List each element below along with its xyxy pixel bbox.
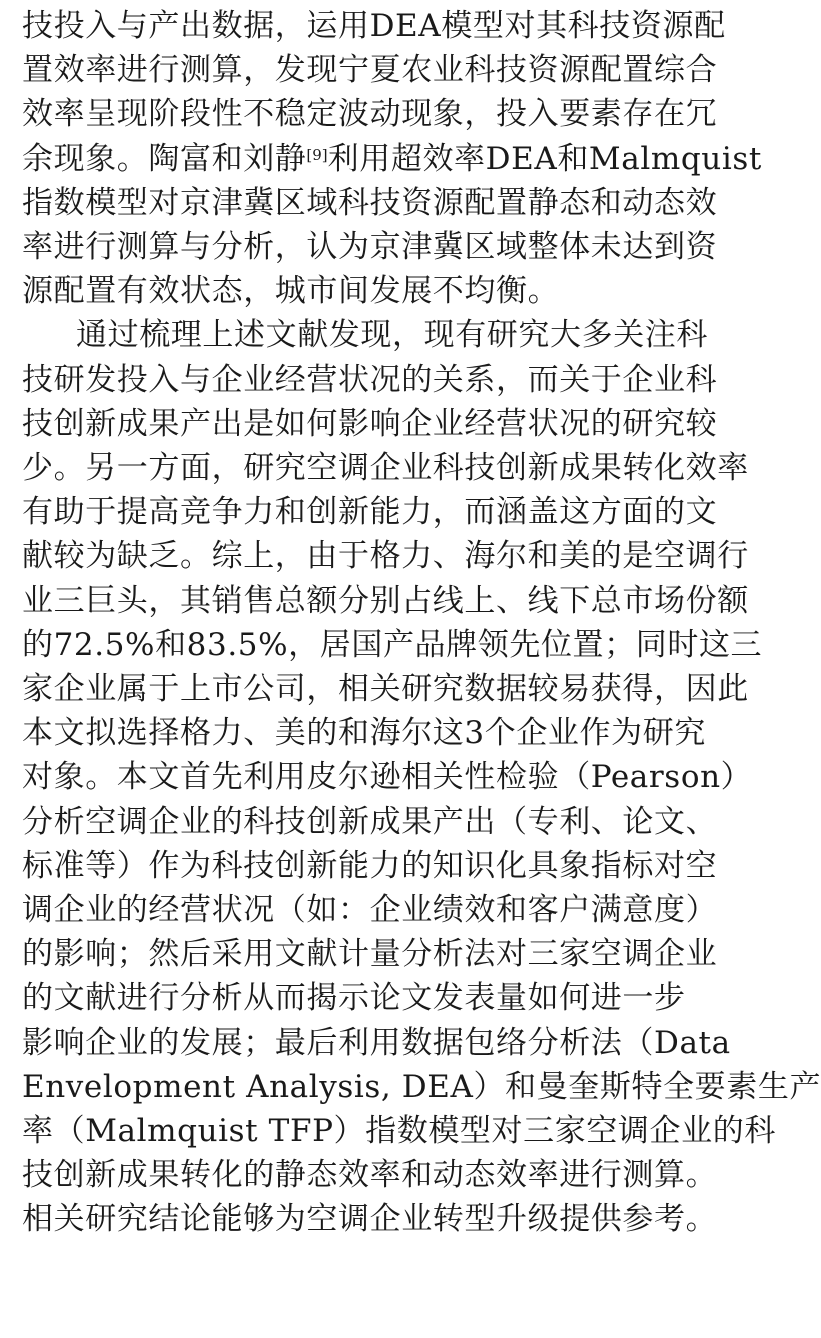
text-line: 少。另一方面，研究空调企业科技创新成果转化效率: [22, 450, 749, 486]
text-line: 技创新成果产出是如何影响企业经营状况的研究较: [22, 405, 718, 442]
text-line: 技创新成果转化的静态效率和动态效率进行测算。: [22, 1157, 718, 1194]
text-line: 的文献进行分析从而揭示论文发表量如何进一步: [22, 980, 686, 1017]
text-segment: 余现象。陶富和刘静: [22, 140, 307, 177]
paragraph-first-line: 通过梳理上述文献发现，现有研究大多关注科: [76, 317, 708, 354]
text-line: 相关研究结论能够为空调企业转型升级提供参考。: [22, 1201, 718, 1238]
text-line: 的影响；然后采用文献计量分析法对三家空调企业: [22, 936, 718, 973]
text-line: 影响企业的发展；最后利用数据包络分析法（Data: [22, 1024, 731, 1061]
text-line: 效率呈现阶段性不稳定波动现象，投入要素存在冗: [22, 96, 718, 133]
citation-marker: [9]: [306, 145, 328, 164]
text-line: 标准等）作为科技创新能力的知识化具象指标对空: [22, 847, 718, 884]
text-line-with-citation: [22, 137, 762, 181]
text-line: 率（Malmquist TFP）指数模型对三家空调企业的科: [22, 1113, 776, 1149]
text-line: 献较为缺乏。综上，由于格力、海尔和美的是空调行: [22, 538, 749, 575]
text-line: 置效率进行测算，发现宁夏农业科技资源配置综合: [22, 52, 718, 89]
text-line: 业三巨头，其销售总额分别占线上、线下总市场份额: [22, 582, 749, 619]
text-line: 分析空调企业的科技创新成果产出（专利、论文、: [22, 803, 718, 840]
text-line: 的72.5%和83.5%，居国产品牌领先位置；同时这三: [22, 626, 763, 663]
text-line: 家企业属于上市公司，相关研究数据较易获得，因此: [22, 671, 749, 707]
text-line: 对象。本文首先利用皮尔逊相关性检验（Pearson）: [22, 759, 753, 796]
text-line: Envelopment Analysis, DEA）和曼奎斯特全要素生产: [22, 1068, 821, 1105]
text-line: 率进行测算与分析，认为京津冀区域整体未达到资: [22, 229, 718, 265]
text-segment: 利用超效率DEA和Malmquist: [327, 140, 762, 177]
text-line: 有助于提高竞争力和创新能力，而涵盖这方面的文: [22, 494, 718, 531]
text-line: 指数模型对京津冀区域科技资源配置静态和动态效: [22, 184, 718, 221]
text-line: 调企业的经营状况（如：企业绩效和客户满意度）: [22, 892, 718, 928]
text-line: 技投入与产出数据，运用DEA模型对其科技资源配: [22, 8, 726, 44]
text-line: 源配置有效状态，城市间发展不均衡。: [22, 273, 560, 310]
text-line: 技研发投入与企业经营状况的关系，而关于企业科: [22, 361, 718, 398]
text-line: 本文拟选择格力、美的和海尔这3个企业作为研究: [22, 715, 706, 752]
